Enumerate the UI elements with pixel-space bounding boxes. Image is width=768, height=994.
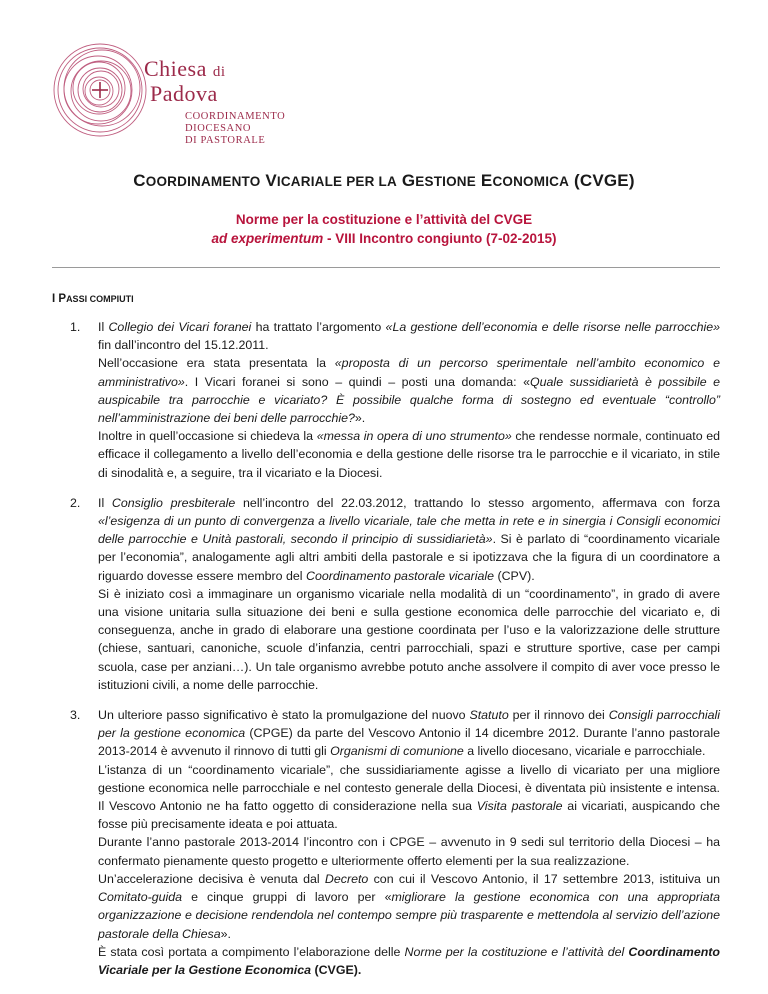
paragraph (98, 427, 720, 482)
title-rest: ICARIALE PER LA (276, 174, 397, 189)
text-run: per il rinnovo dei (508, 708, 609, 723)
text-run: Statuto (469, 708, 509, 723)
text-run: Norme per la costituzione e l’attività del (404, 944, 629, 959)
text-run: Organismi di comunione (330, 744, 464, 759)
text-run: ha trattato l’argomento (251, 320, 386, 334)
text-run: migliorare la gestione economica con una appropriata organizzazione e decisione rendendola nel contempo sempre più trasparente e mettendola al servizio dell’azione pastorale della Chiesa (98, 890, 720, 941)
text-run: . Si è parlato di “coordinamento vicariale per l’economia”, analogamente agli altri ambiti della pastorale e si ipotizzava che la figura di un coordinatore a riguardo dovesse essere membro del (98, 532, 721, 583)
item-number: 2. (70, 495, 81, 510)
paragraph (98, 943, 720, 979)
item-number: 1. (70, 320, 81, 334)
title-cap: V (265, 171, 277, 190)
subtitle-line2 (0, 229, 768, 248)
subtitle-line1: Norme per la costituzione e l’attività del CVGE (235, 212, 533, 227)
paragraph (98, 761, 720, 834)
section-heading-rest: ASSI COMPIUTI (66, 294, 134, 304)
paragraph: Si è iniziato così a immaginare un organismo vicariale nella modalità di un “coordinamento”, in grado di avere una visione unitaria sulla situazione dei beni e sulla gestione economica delle parrocchie del vicariato e, di conseguenza, anche in grado di elaborare una gestione coordinata per l’uso e la valorizzazione delle strutture (chiese, santuari, canoniche, scuole d’infanzia, centri parrocchiali, spazi e strutture sportive, case per campi scuola, case per anziani…). Un tale organismo avrebbe potuto anche assolvere il compito di aver voce presso le istituzioni civili, a nome delle parrocchie. (98, 586, 720, 692)
title-cap: C (133, 171, 146, 190)
document-body (70, 318, 720, 991)
title-rest: ESTIONE (415, 174, 476, 189)
subtitle-meeting: - VIII Incontro congiunto (7-02-2015) (323, 231, 557, 246)
horizontal-divider (52, 267, 720, 268)
text-run: (CVGE). (311, 962, 362, 977)
list-item (70, 318, 720, 482)
text-run: Visita pastorale (476, 799, 563, 814)
paragraph (98, 706, 720, 761)
text-run: con cui il Vescovo Antonio, il 17 settembre 2013, istituiva un (368, 871, 720, 886)
text-run: «proposta di un percorso sperimentale nell’ambito economico e amministrativo» (98, 356, 720, 389)
text-run: «La gestione dell’economia e delle risorse nelle parrocchie» (385, 320, 720, 334)
paragraph (98, 494, 720, 585)
text-run: L’istanza di un “coordinamento vicariale”, che sussidiariamente agisse a livello di vicariato per una migliore gestione economica nelle parrocchiale e nel contesto generale della Diocesi, è diventata più insistente e intensa. Il Vescovo Antonio ne ha fatto oggetto di considerazione nella sua (98, 762, 720, 814)
text-run: ». (220, 926, 231, 941)
text-run: e cinque gruppi di lavoro per « (182, 890, 392, 905)
text-run: Un ulteriore passo significativo è stato la promulgazione del nuovo (98, 708, 470, 723)
text-run: Coordinamento pastorale vicariale (306, 568, 495, 583)
text-run: ». (354, 411, 366, 426)
text-run: che rendesse normale, continuato ed efficace il collegamento a livello dell’economia e della gestione delle risorse tra le parrocchie e il vicariato, in stile di sinodalità e, a seguire, tra il vicariato e la Diocesi. (98, 429, 721, 480)
text-run: Decreto (324, 871, 369, 886)
item-number: 3. (70, 708, 81, 723)
title-cap: G (401, 171, 416, 190)
text-run: Un’accelerazione decisiva è venuta dal (98, 871, 325, 886)
text-run: È stata così portata a compimento l’elaborazione delle (98, 944, 405, 959)
logo-name-di: di (212, 64, 226, 80)
logo-subtitle-line1: COORDINAMENTO DIOCESANO (185, 111, 286, 134)
list-item (70, 494, 720, 694)
title-cap: E (480, 171, 493, 190)
text-run: Collegio dei Vicari foranei (108, 320, 252, 334)
paragraph (98, 318, 720, 354)
document-title (0, 171, 768, 191)
text-run: nell’incontro del 22.03.2012, trattando lo stesso argomento, affermava con forza (235, 495, 720, 510)
list-item (70, 706, 720, 979)
text-run: «messa in opera di uno strumento» (316, 429, 512, 444)
logo-name-chiesa: Chiesa (144, 56, 207, 81)
logo-subtitle (185, 111, 312, 147)
text-run: Inoltre in quell’occasione si chiedeva la (98, 429, 317, 444)
text-run: Consigli parrocchiali per la gestione economica (98, 708, 720, 741)
text-run: Il (98, 495, 112, 510)
text-run: a livello diocesano, vicariale e parrocchiale. (463, 744, 706, 759)
title-rest: OORDINAMENTO (145, 174, 261, 189)
text-run: «l’esigenza di un punto di convergenza a livello vicariale, tale che metta in rete e in sinergia i Consigli economici delle parrocchie e Unità pastorali, secondo il principio di sussidiarietà» (98, 514, 720, 547)
text-run: Coordinamento Vicariale per la Gestione Economica (98, 944, 720, 977)
paragraph (98, 870, 720, 943)
subtitle-italic: ad experimentum (211, 231, 324, 246)
text-run: ai vicariati, auspicando che fosse più precisamente ideata e poi attuata. (98, 799, 720, 832)
section-heading (52, 293, 134, 305)
text-run: Consiglio presbiterale (111, 495, 236, 510)
paragraph: Durante l’anno pastorale 2013-2014 l’incontro con i CPGE – avvenuto in 9 sedi sul territorio della Diocesi – ha confermato pienamente questo progetto e ulteriormente offerto elementi per la sua realizzazione. (98, 835, 720, 868)
logo-wordmark (144, 58, 226, 105)
text-run: Comitato-guida (98, 890, 183, 905)
logo-subtitle-line2: DI PASTORALE (185, 135, 266, 146)
text-run: (CPV). (494, 568, 535, 583)
diocese-logo (52, 40, 312, 146)
text-run: fin dall’incontro del 15.12.2011. (98, 338, 269, 353)
title-rest: CONOMICA (492, 174, 570, 189)
text-run: (CPGE) da parte del Vescovo Antonio il 14 dicembre 2012. Durante l’anno pastorale 2013-2014 è avvenuto il rinnovo di tutti gli (98, 726, 720, 759)
text-run: Il (98, 320, 109, 334)
paragraph (98, 354, 720, 427)
section-heading-cap: I P (52, 293, 67, 305)
text-run: Nell’occasione era stata presentata la (98, 356, 335, 371)
text-run: Quale sussidiarietà è possibile e auspicabile tra parrocchie e vicariato? È possibile qualche forma di sostegno ed eventuale “controllo” nell’amministrazione dei beni delle parrocchie? (98, 374, 721, 426)
concentric-circles-logo-icon (52, 40, 152, 140)
logo-name-padova: Padova (150, 81, 218, 106)
text-run: . I Vicari foranei si sono – quindi – posti una domanda: « (184, 374, 531, 389)
title-acronym: (CVGE) (574, 171, 635, 190)
document-subtitle (0, 210, 768, 248)
